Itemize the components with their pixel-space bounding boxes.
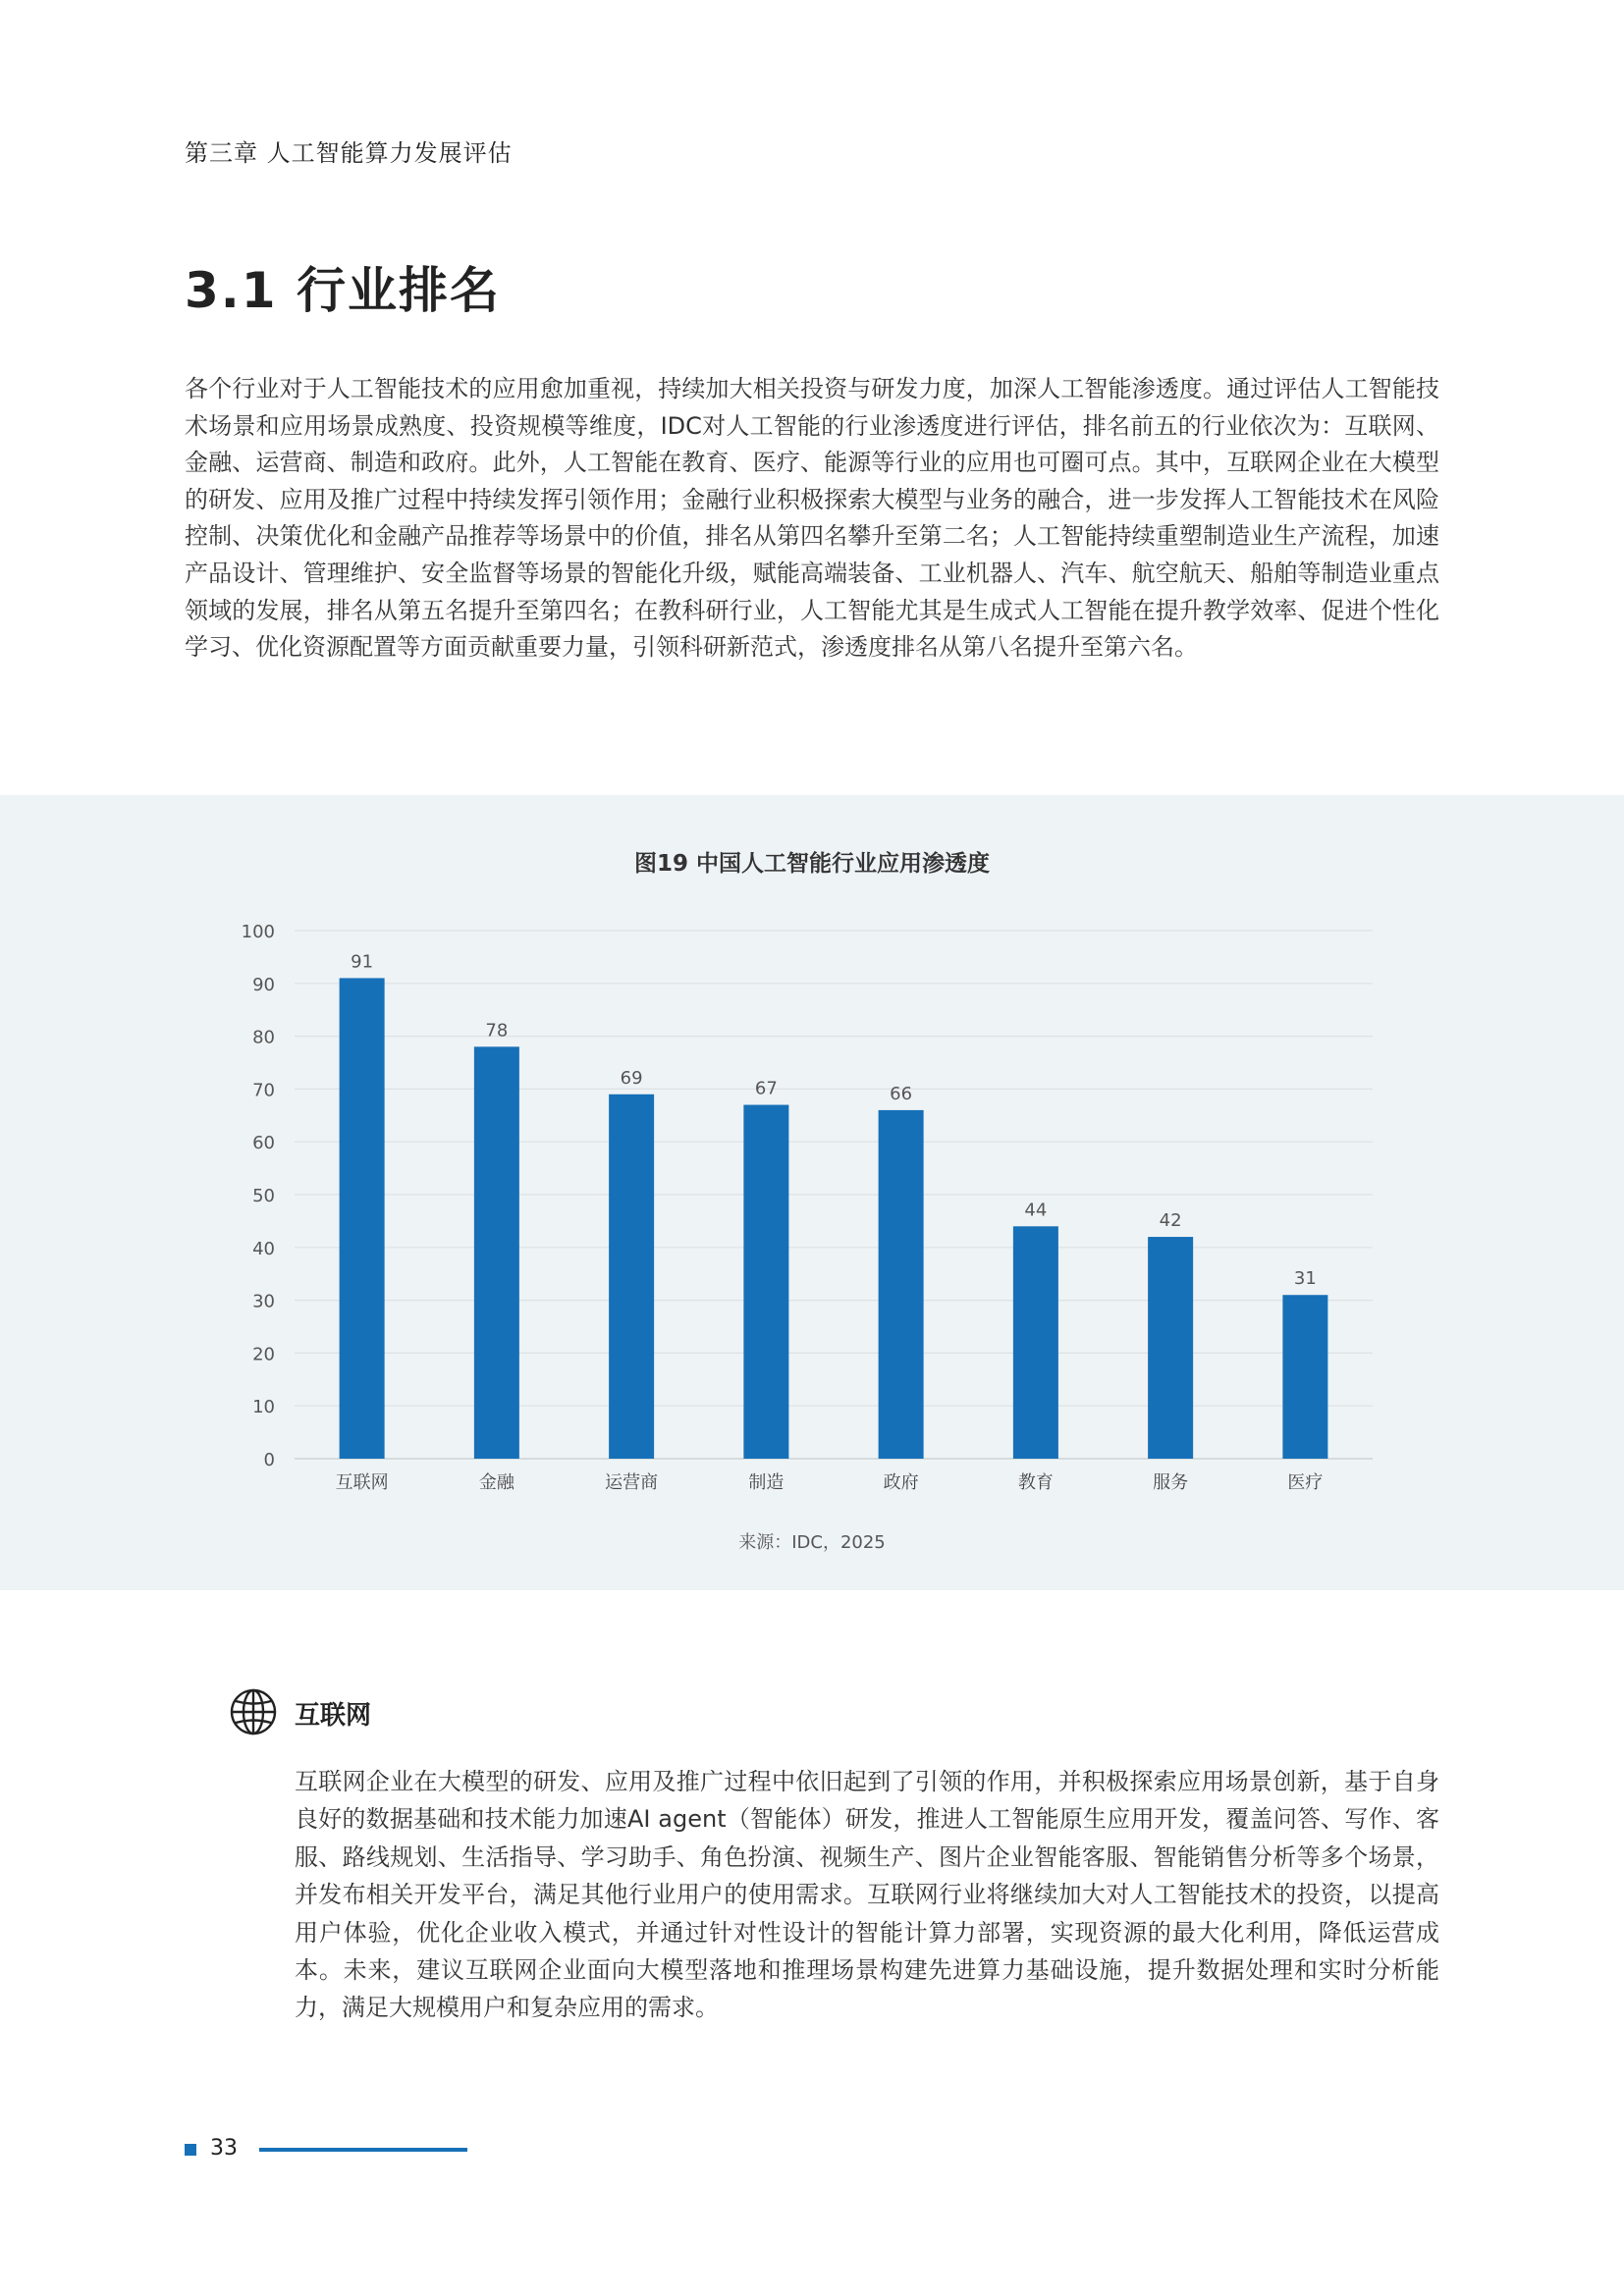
y-tick-label: 50 bbox=[252, 1186, 275, 1206]
subsection-body: 互联网企业在大模型的研发、应用及推广过程中依旧起到了引领的作用，并积极探索应用场景创新，基于自身良好的数据基础和技术能力加速AI agent（智能体）研发，推进人工智能原生应用开发，覆盖问答、写作、客服、路线规划、生活指导、学习助手、角色扮演、视频生产、图片企业智能客服、智能销售分析等多个场景， 并发布相关开发平台，满足其他行业用户的使用需求。互联网行业将继续加大对人工智能技术的投资，以提高用户体验，优化企业收入模式，并通过针对性设计的智能计算力部署，实现资源的最大化利用，降低运营成本。未来，建议互联网企业面向大模型落地和推理场景构建先进算力基础设施，提升数据处理和实时分析能力，满足大规模用户和复杂应用的需求。 bbox=[295, 1768, 1439, 2022]
data-label: 67 bbox=[754, 1078, 778, 1099]
footer-marker bbox=[185, 2144, 196, 2156]
globe-icon bbox=[228, 1686, 279, 1737]
data-label: 66 bbox=[890, 1083, 913, 1104]
page-number: 33 bbox=[210, 2136, 238, 2161]
bar bbox=[743, 1105, 788, 1459]
chart-title: 图19 中国人工智能行业应用渗透度 bbox=[633, 851, 991, 877]
chart-source: 来源：IDC，2025 bbox=[738, 1532, 886, 1553]
data-label: 69 bbox=[620, 1067, 643, 1089]
x-tick-label: 政府 bbox=[883, 1472, 919, 1493]
y-tick-label: 30 bbox=[252, 1291, 275, 1312]
bar bbox=[609, 1095, 654, 1459]
x-tick-label: 教育 bbox=[1017, 1472, 1054, 1493]
bar bbox=[879, 1110, 924, 1459]
bar bbox=[474, 1046, 519, 1459]
bar bbox=[1148, 1237, 1193, 1459]
data-label: 42 bbox=[1159, 1210, 1182, 1232]
bar bbox=[1282, 1295, 1327, 1459]
y-tick-label: 80 bbox=[252, 1027, 275, 1048]
intro-paragraph: 各个行业对于人工智能技术的应用愈加重视，持续加大相关投资与研发力度，加深人工智能渗透度。通过评估人工智能技术场景和应用场景成熟度、投资规模等维度，IDC对人工智能的行业渗透度进行评估，排名前五的行业依次为：互联网、金融、运营商、制造和政府。此外，人工智能在教育、医疗、能源等行业的应用也可圈可点。其中，互联网企业在大模型的研发、应用及推广过程中持续发挥引领作用；金融行业积极探索大模型与业务的融合，进一步发挥人工智能技术在风险控制、决策优化和金融产品推荐等场景中的价值，排名从第四名攀升至第二名；人工智能持续重塑制造业生产流程，加速产品设计、管理维护、安全监督等场景的智能化升级，赋能高端装备、工业机器人、汽车、航空航天、船舶等制造业重点领域的发展，排名从第五名提升至第四名；在教科研行业，人工智能尤其是生成式人工智能在提升教学效率、促进个性化学习、优化资源配置等方面贡献重要力量，引领科研新范式，渗透度排名从第八名提升至第六名。 bbox=[185, 375, 1439, 662]
x-tick-label: 制造 bbox=[748, 1472, 785, 1493]
bar bbox=[1013, 1226, 1058, 1459]
x-tick-label: 互联网 bbox=[335, 1472, 389, 1493]
y-tick-label: 90 bbox=[252, 974, 275, 995]
x-tick-label: 医疗 bbox=[1287, 1472, 1324, 1493]
x-tick-label: 运营商 bbox=[605, 1472, 659, 1493]
bar-chart bbox=[0, 795, 1624, 1590]
chapter-header: 第三章 人工智能算力发展评估 bbox=[185, 139, 513, 167]
section-title: 3.1 行业排名 bbox=[185, 262, 501, 319]
y-tick-label: 100 bbox=[241, 922, 275, 942]
x-tick-label: 金融 bbox=[478, 1472, 514, 1493]
data-label: 78 bbox=[485, 1020, 509, 1041]
subsection-title: 互联网 bbox=[295, 1701, 372, 1731]
chart-panel bbox=[0, 795, 1624, 1590]
x-tick-label: 服务 bbox=[1153, 1472, 1189, 1493]
y-tick-label: 20 bbox=[252, 1344, 275, 1365]
y-tick-label: 60 bbox=[252, 1133, 275, 1154]
y-tick-label: 40 bbox=[252, 1238, 275, 1259]
data-label: 91 bbox=[351, 951, 374, 973]
footer-rule bbox=[259, 2148, 467, 2152]
bar bbox=[340, 978, 385, 1459]
data-label: 44 bbox=[1024, 1200, 1048, 1221]
y-tick-label: 0 bbox=[263, 1450, 275, 1470]
y-tick-label: 10 bbox=[252, 1397, 275, 1418]
y-tick-label: 70 bbox=[252, 1080, 275, 1101]
data-label: 31 bbox=[1293, 1268, 1317, 1290]
